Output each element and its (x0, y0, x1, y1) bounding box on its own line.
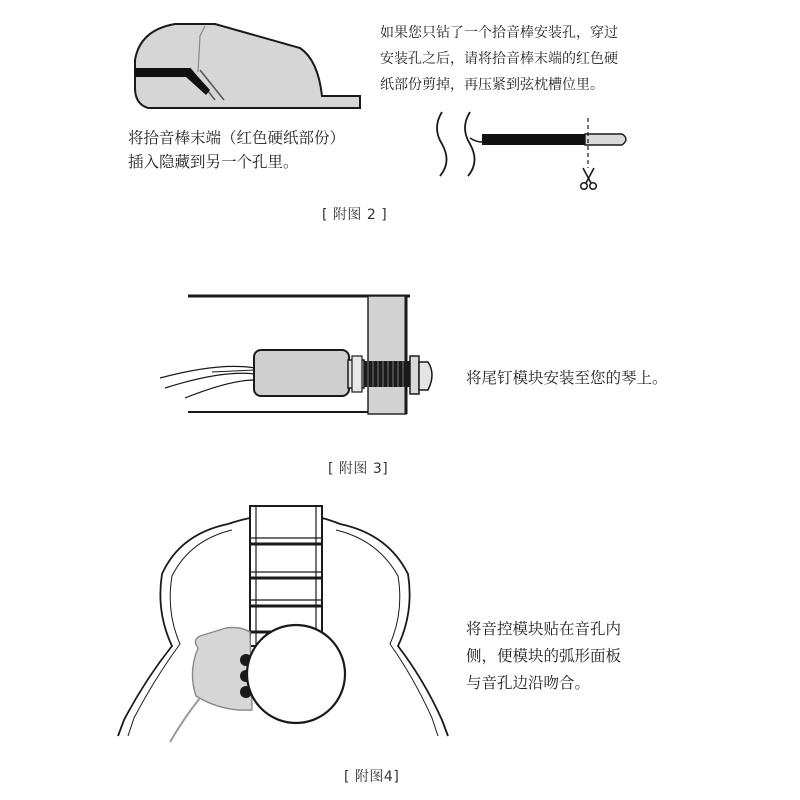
fig2-left-instruction (128, 126, 345, 174)
fig2-pickup-cut-drawing (437, 112, 626, 176)
fig4-line-3: 与音孔边沿吻合。 (466, 674, 591, 692)
fig4-line-2: 侧，便模块的弧形面板 (466, 647, 622, 665)
fig2-bridge-drawing (135, 24, 360, 108)
fig3-instruction: 将尾钉模块安装至您的琴上。 (466, 369, 668, 387)
fig2-caption: [ 附图 2 ] (322, 207, 388, 223)
fig2-left-line-1: 将拾音棒末端（红色硬纸部份） (128, 129, 346, 147)
fig3-endpin-drawing (160, 296, 432, 414)
fig2-right-line-2: 安装孔之后，请将拾音棒末端的红色硬 (380, 51, 618, 67)
fig2-left-line-2: 插入隐藏到另一个孔里。 (128, 153, 299, 171)
fig4-line-1: 将音控模块贴在音孔内 (466, 620, 622, 638)
fig4-guitar-drawing (118, 506, 448, 742)
fig2-right-line-3: 纸部份剪掉，再压紧到弦枕槽位里。 (380, 77, 604, 93)
fig4-caption: [ 附图4] (344, 769, 400, 785)
scissors-icon (581, 168, 597, 189)
fig3-caption: [ 附图 3] (328, 461, 389, 477)
fig2-right-line-1: 如果您只钻了一个拾音棒安装孔，穿过 (380, 25, 618, 41)
fig4-instruction (466, 616, 621, 697)
fig2-right-instruction (380, 20, 618, 98)
